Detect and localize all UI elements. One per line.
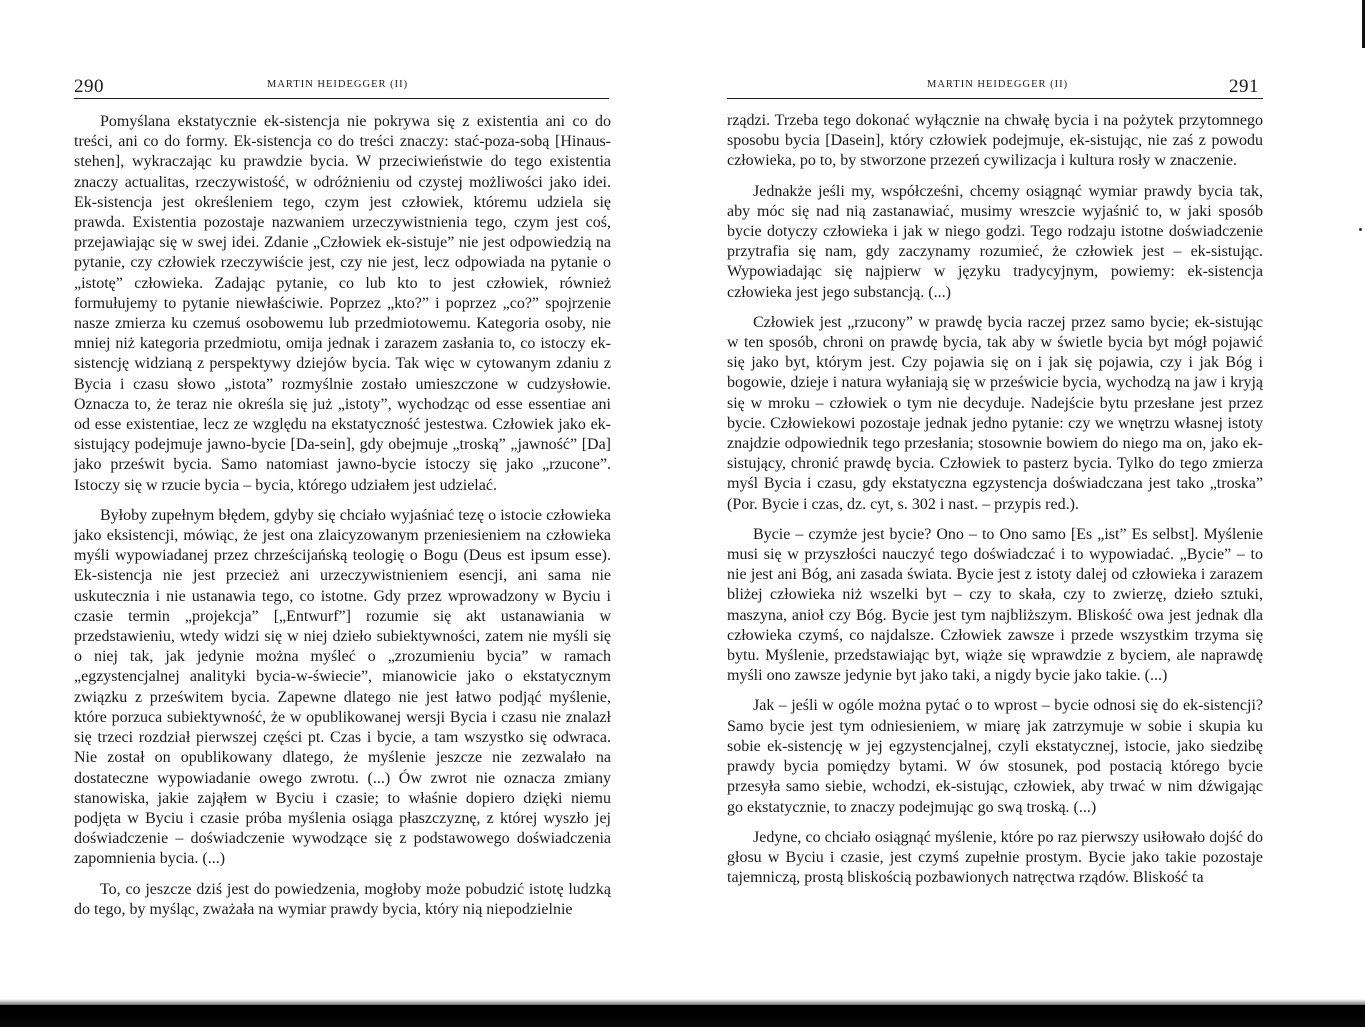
paragraph: Jedyne, co chciało osiągnąć myślenie, które po raz pierwszy usiłowało dojść do głosu w Byciu i czasie, jest czymś zupełnie prostym. Bycie jako takie pozostaje tajemniczą, prostą bliskością pozbawionych natręctwa rządów. Bliskość ta (727, 828, 1263, 887)
running-head: MARTIN HEIDEGGER (II) (267, 79, 409, 90)
paragraph: Pomyślana ekstatycznie ek-sistencja nie pokrywa się z existentia ani co do treści, ani co do formy. Ek-sistencja co do treści znaczy: stać-poza-sobą [Hinaus-stehen], wykraczając ku prawdzie bycia. W przeciwieństwie do tego existentia znaczy actualitas, rzeczywistość, w odróżnieniu od czystej możliwości jako idei. Ek-sistencja jest określeniem tego, czym jest człowiek, któremu udziela się prawda. Existentia pozostaje nazwaniem urzeczywistnienia tego, czym jest coś, przejawiając się w swej idei. Zdanie „Człowiek ek-sistuje” nie jest odpowiedzią na pytanie, czy człowiek rzeczywiście jest, czy nie jest, lecz odpowiada na pytanie o „istotę” człowieka. Zadając pytanie, co lub kto to jest człowiek, również formułujemy to pytanie niewłaściwie. Poprzez „kto?” i poprzez „co?” spojrzenie nasze zmierza ku czemuś osobowemu lub przedmiotowemu. Kategoria osoby, nie mniej niż kategoria przedmiotu, omija jednak i zarazem zasłania to, co istoczy ek-sistencję widzianą z perspektywy dziejów bycia. Tak więc w cytowanym zdaniu z Bycia i czasu słowo „istota” rozmyślnie zostało umieszczone w cudzysłowie. Oznacza to, że teraz nie określa się już „istoty”, wychodząc od esse essentiae ani od esse existentiae, lecz ze względu na ekstatyczność jestestwa. Człowiek jako ek-sistujący podejmuje jawno-bycie [Da-sein], gdy obejmuje „troską” „jawność” [Da] jako prześwit bycia. Samo natomiast jawno-bycie istoczy się jako „rzucone”. Istoczy się w rzucie bycia – bycia, którego udziałem jest udzielać. (74, 113, 611, 494)
right-page-header (727, 74, 1263, 99)
paragraph: Bycie – czymże jest bycie? Ono – to Ono samo [Es „ist” Es selbst]. Myślenie musi się w przyszłości nauczyć tego doświadczać i to wypowiadać. „Bycie” – to nie jest ani Bóg, ani zasada świata. Bycie jest z istoty dalej od człowieka i zarazem bliżej człowieka niż wszelki byt – czy to skała, czy to zwierzę, dzieło sztuki, maszyna, anioł czy Bóg. Bycie jest tym najbliższym. Bliskość owa jest jednak dla człowieka czymś, co najdalsze. Człowiek zawsze i przede wszystkim trzyma się bytu. Myślenie, przedstawiając byt, wiąże się wprawdzie z byciem, ale naprawdę myśli ono zawsze jedynie byt jako taki, a nigdy bycie jako takie. (...) (727, 525, 1263, 685)
page-number: 290 (74, 76, 104, 97)
right-page-body (727, 111, 1263, 898)
paragraph-continued: rządzi. Trzeba tego dokonać wyłącznie na chwałę bycia i na pożytek przytomnego sposobu bycia [Dasein], który człowiek podejmuje, ek-sistując, nie zaś z powodu człowieka, po to, by stworzone przezeń cywilizacja i kultura rosły w znaczenie. (727, 112, 1263, 170)
paragraph: Jednakże jeśli my, współcześni, chcemy osiągnąć wymiar prawdy bycia tak, aby móc się nad nią zastanawiać, musimy wreszcie wyjaśnić to, w jaki sposób bycie dotyczy człowieka i jak w niego godzi. Tego rodzaju istotne doświadczenie przytrafia się nam, gdy zaczynamy rozumieć, że człowiek jest – ek-sistując. Wypowiadając się najpierw w języku tradycyjnym, powiemy: ek-sistencja człowieka jest jego substancją. (...) (727, 182, 1263, 301)
paragraph: To, co jeszcze dziś jest do powiedzenia, mogłoby może pobudzić istotę ludzką do tego, by myśląc, zważała na wymiar prawdy bycia, który nią niepodzielnie (74, 880, 611, 918)
page-number: 291 (1229, 76, 1259, 97)
running-head: MARTIN HEIDEGGER (II) (927, 79, 1069, 90)
paragraph: Byłoby zupełnym błędem, gdyby się chciało wyjaśniać tezę o istocie człowieka jako eksistencji, mówiąc, że jest ona zlaicyzowanym przeniesieniem na człowieka myśli wypowiadanej przez chrześcijańską teologię o Bogu (Deus est ipsum esse). Ek-sistencja nie jest przecież ani urzeczywistnieniem esencji, ani sama nie uskutecznia i nie ustanawia tego, co istotne. Gdy przez wprowadzony w Byciu i czasie termin „projekcja” [„Entwurf”] rozumie się akt ustanawiania w przedstawieniu, wtedy widzi się w niej dzieło subiektywności, zatem nie myśli się o niej tak, jak jedynie można myśleć o „zrozumieniu bycia” w ramach „egzystencjalnej analityki bycia-w-świecie”, mianowicie jako o ekstatycznym związku z prześwitem bycia. Zapewne dlatego nie jest łatwo podjąć myślenie, które porzuca subiektywność, że w opublikowanej wersji Bycia i czasu nie znalazł się trzeci rozdział pierwszej części pt. Czas i bycie, a tam wszystko się odwraca. Nie został on opublikowany dlatego, że myślenie jeszcze nie zezwalało na dostateczne wypowiadanie owego zwrotu. (...) Ów zwrot nie oznacza zmiany stanowiska, jakie zająłem w Byciu i czasie; to właśnie dopiero dzięki niemu podjęta w Byciu i czasie próba myślenia osiąga płaszczyznę, z której wyszło jej doświadczenie – doświadczenie wywodzące się z podstawowego doświadczenia zapomnienia bycia. (...) (74, 506, 611, 868)
paragraph: Człowiek jest „rzucony” w prawdę bycia raczej przez samo bycie; ek-sistując w ten sposób, chroni on prawdę bycia, tak aby w świetle bycia byt mógł pojawić się jako byt, którym jest. Czy pojawia się on i jak się pojawia, czy i jak Bóg i bogowie, dzieje i natura wyłaniają się w prześwicie bycia, wychodzą na jaw i kryją się w mroku – człowiek o tym nie decyduje. Nadejście bytu przesłane jest przez bycie. Człowiekowi pozostaje jednak jedno pytanie: czy we wnętrzu własnej istoty znajdzie odpowiednik tego przesłania; stosownie bowiem do niego ma on, jako ek-sistujący, chronić prawdę bycia. Człowiek to pasterz bycia. Tylko do tego zmierza myśl Bycia i czasu, gdy ekstatyczna egzystencja doświadczana jest tako „troska” (Por. Bycie i czas, dz. cyt, s. 302 i nast. – przypis red.). (727, 313, 1263, 513)
scan-bottom-shadow (0, 1005, 1365, 1027)
paragraph: Jak – jeśli w ogóle można pytać o to wprost – bycie odnosi się do ek-sistencji? Samo bycie jest tym odniesieniem, w miarę jak zatrzymuje w sobie i skupia ku sobie ek-sistencję w jej egzystencjalnej, czyli ekstatycznej, istocie, jako siedzibę prawdy bycia pomiędzy bytami. W ów stosunek, pod postacią którego bycie przesyła samo siebie, wchodzi, ek-sistując, człowiek, aby trwać w nim dźwigając go ekstatycznie, to znaczy podejmując go swą troską. (...) (727, 697, 1263, 816)
right-page (683, 0, 1365, 1027)
scan-speck (1359, 228, 1362, 231)
left-page-body (74, 112, 611, 930)
left-page (0, 0, 682, 1027)
left-page-header (74, 74, 609, 99)
